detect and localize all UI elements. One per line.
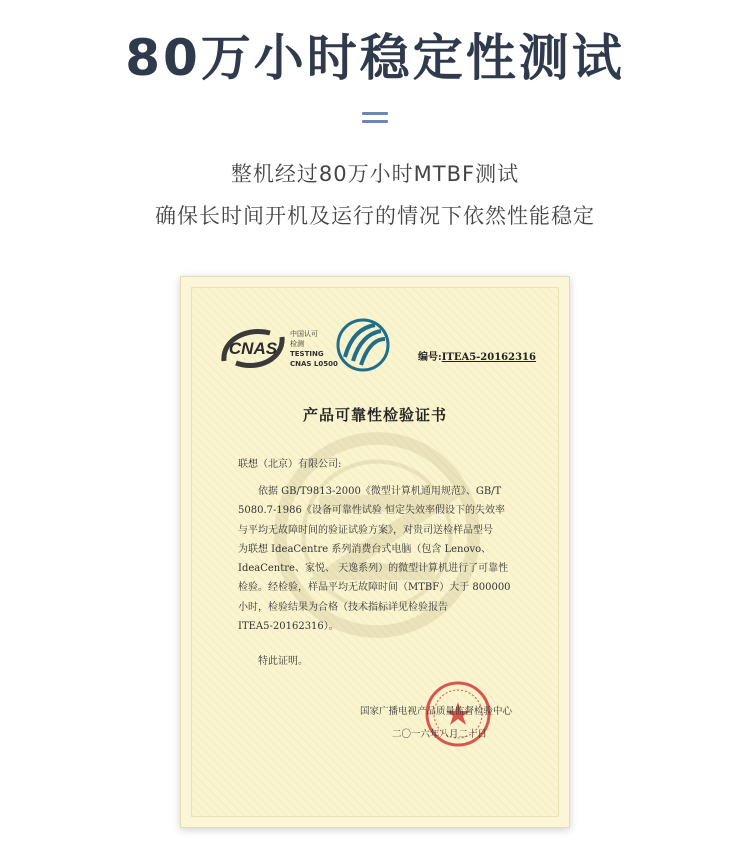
testing-center-logo-icon <box>333 317 393 373</box>
subtitle-line-1: 整机经过80万小时MTBF测试 <box>230 162 520 186</box>
subtitle-line-2: 确保长时间开机及运行的情况下依然性能稳定 <box>155 204 595 228</box>
page-headline: 80万小时稳定性测试 <box>125 29 625 87</box>
cnas-logo-text: CNAS <box>228 339 278 358</box>
certificate-body <box>238 482 523 636</box>
cnas-cn-line-2: 检测 <box>290 340 304 348</box>
body-line: 与平均无故障时间的验证试验方案》，对贵司送检样品型号 <box>238 524 493 536</box>
body-line: IdeaCentre、家悦、 天逸系列）的微型计算机进行了可靠性 <box>238 563 509 575</box>
body-line: ITEA5-20162316）。 <box>238 621 339 633</box>
certificate-date: 二〇一六年八月二十日 <box>392 729 488 740</box>
cnas-testing-label: TESTING <box>290 350 324 358</box>
body-line: 小时，检验结果为合格（技术指标详见检验报告 <box>238 601 448 613</box>
certificate-number-value: ITEA5-20162316 <box>441 352 536 363</box>
title-divider <box>362 112 388 124</box>
cnas-accreditation-text <box>290 329 338 369</box>
certificate-title: 产品可靠性检验证书 <box>302 406 447 424</box>
certificate-number-label: 编号: <box>418 352 442 363</box>
cnas-logo-icon <box>218 323 288 373</box>
certificate-issuer: 国家广播电视产品质量监督检验中心 <box>360 706 513 717</box>
body-line: 检验。经检验，样品平均无故障时间（MTBF）大于 800000 <box>238 582 511 594</box>
cnas-code: CNAS L0500 <box>290 360 338 368</box>
certificate-closing: 特此证明。 <box>258 656 308 667</box>
body-line: 5080.7-1986《设备可靠性试验 恒定失效率假设下的失效率 <box>238 505 505 517</box>
body-line: 依据 GB/T9813-2000《微型计算机通用规范》、GB/T <box>258 486 502 497</box>
certificate-addressee: 联想（北京）有限公司: <box>238 459 342 470</box>
certificate-number <box>418 348 536 363</box>
body-line: 为联想 IdeaCentre 系列消费台式电脑（包含 Lenovo、 <box>238 543 492 555</box>
cnas-cn-line-1: 中国认可 <box>290 330 318 338</box>
